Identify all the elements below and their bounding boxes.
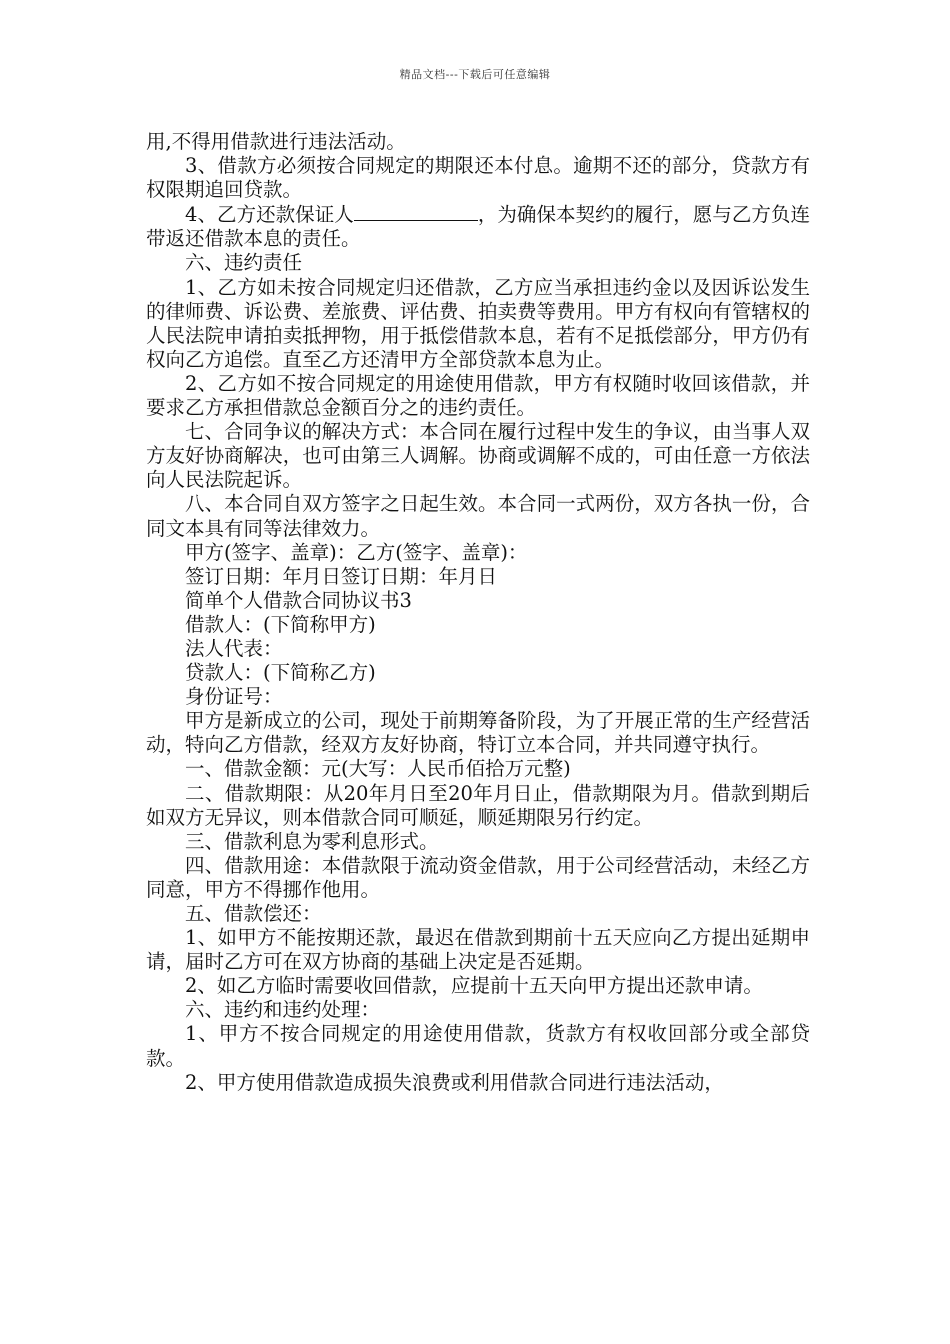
repayment-item-2: 2、如乙方临时需要收回借款，应提前十五天向甲方提出还款申请。	[185, 974, 763, 998]
guarantor-text: ，为确保本契约的履行，愿与乙方负连带返还借款本息的责任。	[146, 203, 810, 251]
id-number-line: 身份证号：	[185, 685, 283, 709]
section-6-heading: 六、违约责任	[185, 251, 303, 275]
borrower-line: 借款人：(下简称甲方)	[185, 612, 376, 636]
clause-repayment-heading: 五、借款偿还：	[185, 902, 322, 925]
repayment-item-1: 1、如甲方不能按期还款，最迟在借款到期前十五天应向乙方提出延期申请，届时乙方可在双方协商的基础上决定是否延期。	[146, 926, 810, 974]
clause-3-repayment-term: 3、借款方必须按合同规定的期限还本付息。逾期不还的部分，贷款方有权限期追回贷款。	[146, 154, 810, 202]
page-header: 精品文档---下载后可任意编辑	[399, 68, 551, 81]
breach-item-2: 2、甲方使用借款造成损失浪费或利用借款合同进行违法活动，	[185, 1070, 724, 1094]
clause-loan-amount: 一、借款金额：元(大写：人民币佰拾万元整)	[185, 757, 571, 781]
signing-date-line: 签订日期：年月日签订日期：年月日	[185, 564, 498, 588]
preamble-paragraph: 甲方是新成立的公司，现处于前期筹备阶段，为了开展正常的生产经营活动，特向乙方借款，经双方友好协商，特订立本合同，并共同遵守执行。	[146, 709, 810, 757]
clause-loan-purpose: 四、借款用途：本借款限于流动资金借款，用于公司经营活动，未经乙方同意，甲方不得挪作他用。	[146, 853, 810, 901]
signature-line: 甲方(签字、盖章)：乙方(签字、盖章)：	[185, 540, 528, 564]
legal-rep-line: 法人代表：	[185, 636, 283, 660]
guarantor-blank-line	[354, 202, 478, 221]
breach-clause-2: 2、乙方如不按合同规定的用途使用借款，甲方有权随时收回该借款，并要求乙方承担借款总金额百分之的违约责任。	[146, 371, 810, 420]
document-body	[146, 130, 810, 1095]
clause-loan-term: 二、借款期限：从20年月日至20年月日止，借款期限为月。借款到期后如双方无异议，则本借款合同可顺延，顺延期限另行约定。	[146, 781, 810, 829]
clause-interest: 三、借款利息为零利息形式。	[185, 829, 439, 853]
breach-item-1: 1、甲方不按合同规定的用途使用借款，货款方有权收回部分或全部贷款。	[146, 1022, 810, 1070]
section-8-effect: 八、本合同自双方签字之日起生效。本合同一式两份，双方各执一份，合同文本具有同等法律效力。	[146, 492, 810, 540]
clause-breach-heading: 六、违约和违约处理：	[185, 998, 381, 1022]
paragraph-continuation: 用,不得用借款进行违法活动。	[146, 130, 406, 153]
breach-clause-1: 1、乙方如未按合同规定归还借款，乙方应当承担违约金以及因诉讼发生的律师费、诉讼费、差旅费、评估费、拍卖费等费用。甲方有权向有管辖权的人民法院申请拍卖抵押物，用于抵偿借款本息，若有不足抵偿部分，甲方仍有权向乙方追偿。直至乙方还清甲方全部贷款本息为止。	[146, 275, 810, 371]
clause-4-guarantor	[146, 202, 810, 251]
section-7-dispute: 七、合同争议的解决方式：本合同在履行过程中发生的争议，由当事人双方友好协商解决，也可由第三人调解。协商或调解不成的，可由任意一方依法向人民法院起诉。	[146, 420, 810, 492]
lender-line: 贷款人：(下简称乙方)	[185, 661, 376, 685]
contract-3-title: 简单个人借款合同协议书3	[185, 588, 412, 612]
guarantor-label: 4、乙方还款保证人	[185, 203, 354, 227]
